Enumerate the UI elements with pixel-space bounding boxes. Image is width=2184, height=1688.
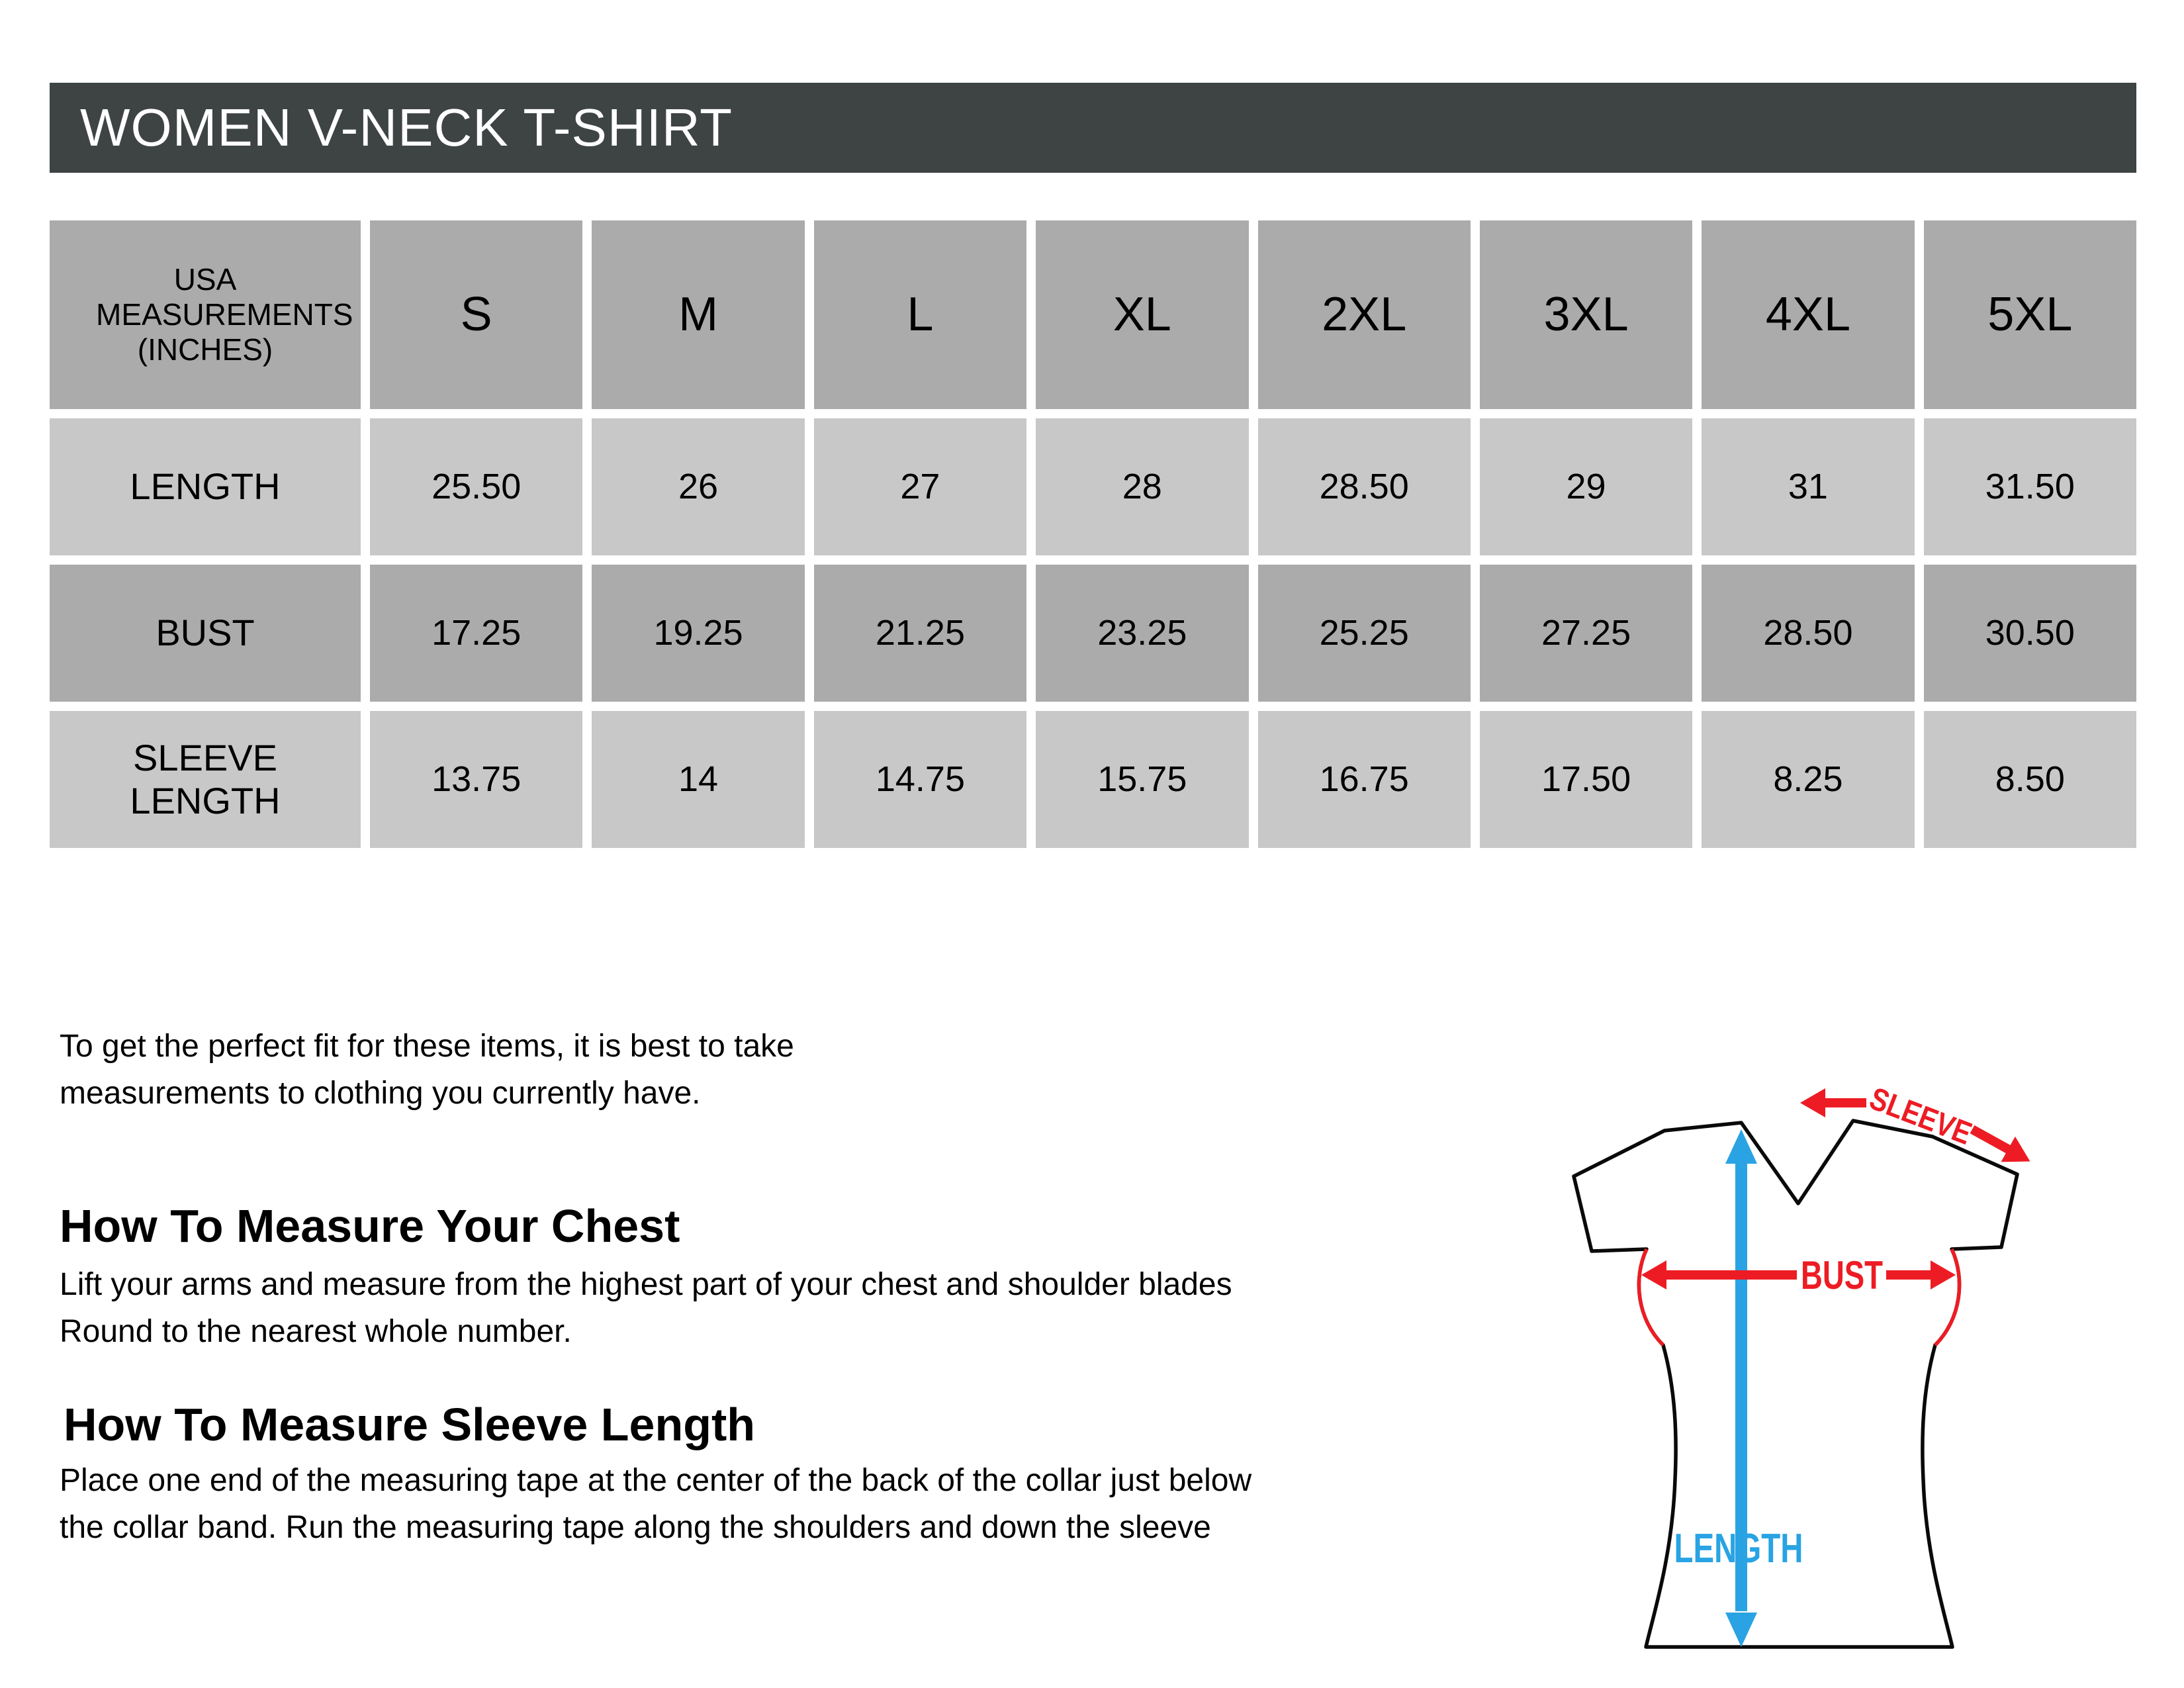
- size-column-header-text: 3XL: [1543, 288, 1629, 342]
- value-cell: [1258, 565, 1471, 702]
- value-cell: [1258, 711, 1471, 848]
- value-cell: [592, 418, 804, 555]
- value-cell: [592, 711, 804, 848]
- table-corner-header-text: USA MEASUREMENTS (INCHES): [96, 262, 353, 367]
- value-cell-text: 25.50: [432, 467, 522, 507]
- bust-label: BUST: [1801, 1253, 1883, 1297]
- intro-line: To get the perfect fit for these items, it is best to take: [60, 1029, 794, 1064]
- size-column-header-text: 4XL: [1765, 288, 1850, 342]
- chest-body-line: Lift your arms and measure from the highest part of your chest and shoulder blades: [60, 1267, 1232, 1302]
- size-column-header-text: L: [907, 288, 934, 342]
- value-cell-text: 27.25: [1541, 613, 1631, 653]
- size-column-header-text: 5XL: [1987, 288, 2073, 342]
- value-cell-text: 19.25: [653, 613, 743, 653]
- page-title: WOMEN V-NECK T-SHIRT: [80, 98, 733, 157]
- value-cell-text: 8.25: [1773, 759, 1843, 800]
- intro-line: measurements to clothing you currently have.: [60, 1076, 701, 1111]
- value-cell-text: 14: [678, 759, 719, 800]
- value-cell-text: 31.50: [1985, 467, 2075, 507]
- value-cell-text: 15.75: [1097, 759, 1187, 800]
- value-cell-text: 28.50: [1319, 467, 1409, 507]
- row-label-cell: [50, 565, 361, 702]
- value-cell: [1480, 418, 1692, 555]
- size-column-header: [1924, 220, 2136, 409]
- value-cell: [1702, 565, 1914, 702]
- size-column-header-text: S: [460, 288, 492, 342]
- size-chart-table: [50, 220, 2136, 848]
- size-column-header: [370, 220, 582, 409]
- sleeve-body-line: Place one end of the measuring tape at the center of the back of the collar just below: [60, 1463, 1252, 1498]
- value-cell: [814, 565, 1026, 702]
- value-cell-text: 28: [1122, 467, 1162, 507]
- tshirt-measurement-diagram: [1542, 1046, 2151, 1655]
- sleeve-body-line: the collar band. Run the measuring tape along the shoulders and down the sleeve: [60, 1510, 1211, 1545]
- length-label: LENGTH: [1674, 1526, 1803, 1571]
- sleeve-section-body: [60, 1457, 1251, 1551]
- value-cell: [1480, 565, 1692, 702]
- value-cell-text: 8.50: [1995, 759, 2065, 800]
- sleeve-arrow-left: [1800, 1088, 1866, 1117]
- value-cell: [370, 711, 582, 848]
- chest-body-line: Round to the nearest whole number.: [60, 1314, 572, 1349]
- value-cell: [592, 565, 804, 702]
- chest-section-heading: How To Measure Your Chest: [60, 1200, 680, 1252]
- value-cell: [1924, 418, 2136, 555]
- value-cell: [1702, 418, 1914, 555]
- size-column-header: [814, 220, 1026, 409]
- row-label-cell-text: SLEEVE LENGTH: [130, 737, 281, 821]
- value-cell-text: 26: [678, 467, 719, 507]
- value-cell-text: 16.75: [1319, 759, 1409, 800]
- row-label-cell: [50, 711, 361, 848]
- size-column-header: [1036, 220, 1248, 409]
- value-cell: [1036, 711, 1248, 848]
- value-cell-text: 14.75: [875, 759, 965, 800]
- value-cell-text: 23.25: [1097, 613, 1187, 653]
- value-cell: [814, 711, 1026, 848]
- value-cell: [1924, 711, 2136, 848]
- table-corner-header: [50, 220, 361, 409]
- value-cell: [1924, 565, 2136, 702]
- title-bar: [50, 83, 2136, 173]
- row-label-cell-text: LENGTH: [130, 465, 281, 508]
- size-column-header-text: XL: [1113, 288, 1171, 342]
- row-label-cell-text: BUST: [156, 612, 255, 654]
- value-cell-text: 28.50: [1763, 613, 1853, 653]
- value-cell-text: 30.50: [1985, 613, 2075, 653]
- value-cell: [1036, 565, 1248, 702]
- value-cell: [1036, 418, 1248, 555]
- value-cell: [1258, 418, 1471, 555]
- intro-paragraph: [60, 1023, 794, 1117]
- size-column-header: [1702, 220, 1914, 409]
- value-cell: [370, 565, 582, 702]
- sleeve-section-heading: How To Measure Sleeve Length: [64, 1399, 756, 1450]
- value-cell-text: 31: [1788, 467, 1828, 507]
- value-cell: [1480, 711, 1692, 848]
- value-cell-text: 27: [900, 467, 940, 507]
- value-cell-text: 25.25: [1319, 613, 1409, 653]
- size-column-header-text: 2XL: [1322, 288, 1407, 342]
- size-column-header: [1480, 220, 1692, 409]
- value-cell-text: 17.50: [1541, 759, 1631, 800]
- value-cell: [370, 418, 582, 555]
- value-cell-text: 29: [1566, 467, 1606, 507]
- size-column-header-text: M: [678, 288, 719, 342]
- size-column-header: [1258, 220, 1471, 409]
- size-column-header: [592, 220, 804, 409]
- sleeve-label: SLEEVE: [1864, 1081, 1995, 1159]
- value-cell: [1702, 711, 1914, 848]
- value-cell-text: 13.75: [432, 759, 522, 800]
- value-cell-text: 17.25: [432, 613, 522, 653]
- row-label-cell: [50, 418, 361, 555]
- value-cell: [814, 418, 1026, 555]
- value-cell-text: 21.25: [875, 613, 965, 653]
- chest-section-body: [60, 1261, 1232, 1355]
